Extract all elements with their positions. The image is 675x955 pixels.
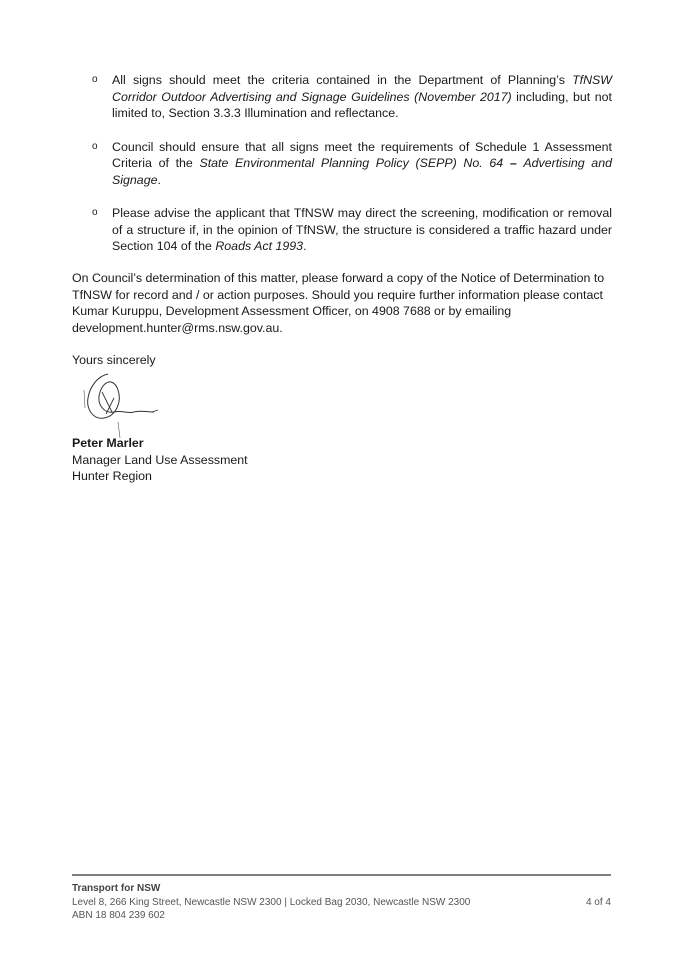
bullet-marker: o <box>92 74 98 85</box>
bullet-marker: o <box>92 140 98 152</box>
paragraph-line: TfNSW for record and / or action purposes. Should you require further information please contact <box>72 287 604 302</box>
signatory-region: Hunter Region <box>72 469 152 483</box>
closing-salutation: Yours sincerely <box>72 353 156 367</box>
page-footer <box>72 882 611 923</box>
signature-block <box>72 435 248 485</box>
handwritten-signature <box>78 368 168 440</box>
footer-divider <box>72 874 611 876</box>
list-item <box>72 139 612 189</box>
list-item <box>72 205 612 255</box>
bullet-text <box>112 73 612 120</box>
signatory-title: Manager Land Use Assessment <box>72 452 248 467</box>
paragraph-line: On Council’s determination of this matter, please forward a copy of the Notice of Determination to <box>72 271 605 285</box>
bullet-text <box>112 140 612 187</box>
paragraph-line: Kumar Kuruppu, Development Assessment Officer, on 4908 7688 or by emailing <box>72 304 512 318</box>
paragraph-line: development.hunter@rms.nsw.gov.au. <box>72 320 283 335</box>
bullet-text-run: . <box>303 239 307 253</box>
bullet-marker: o <box>92 207 98 218</box>
bullet-text-run: State Environmental Planning Policy (SEPP) No. 64 <box>199 156 510 170</box>
bullet-text-run: Roads Act 1993 <box>215 239 304 253</box>
footer-abn: ABN 18 804 239 602 <box>72 910 165 921</box>
bullet-text <box>112 206 612 253</box>
page-number: 4 of 4 <box>585 896 611 908</box>
bullet-text-run: Council should ensure that all signs meet the requirements of Schedule 1 Assessment Criteria of the <box>112 139 612 170</box>
determination-paragraph <box>72 270 612 336</box>
bullet-text-run: . <box>157 172 161 187</box>
bullet-text-run: including, but not limited to, Section 3.3.3 Illumination and reflectance. <box>112 89 612 120</box>
bullet-text-run: Please advise the applicant that TfNSW may direct the screening, modification or removal of a structure if, in the opinion of TfNSW, the structure is considered a traffic hazard under Section 104 of the <box>112 206 612 253</box>
bullet-text-run: Advertising and Signage <box>112 156 612 187</box>
conditions-list <box>72 72 612 272</box>
signatory-name: Peter Marler <box>72 436 144 450</box>
bullet-text-run: All signs should meet the criteria contained in the Department of Planning’s <box>112 73 573 87</box>
bullet-text-run: TfNSW Corridor Outdoor Advertising and Signage Guidelines (November 2017) <box>112 73 612 104</box>
footer-address: Level 8, 266 King Street, Newcastle NSW 2300 | Locked Bag 2030, Newcastle NSW 2300 <box>72 896 471 908</box>
footer-organisation: Transport for NSW <box>72 883 161 894</box>
bullet-text-run: – <box>509 156 524 170</box>
list-item <box>72 72 612 122</box>
